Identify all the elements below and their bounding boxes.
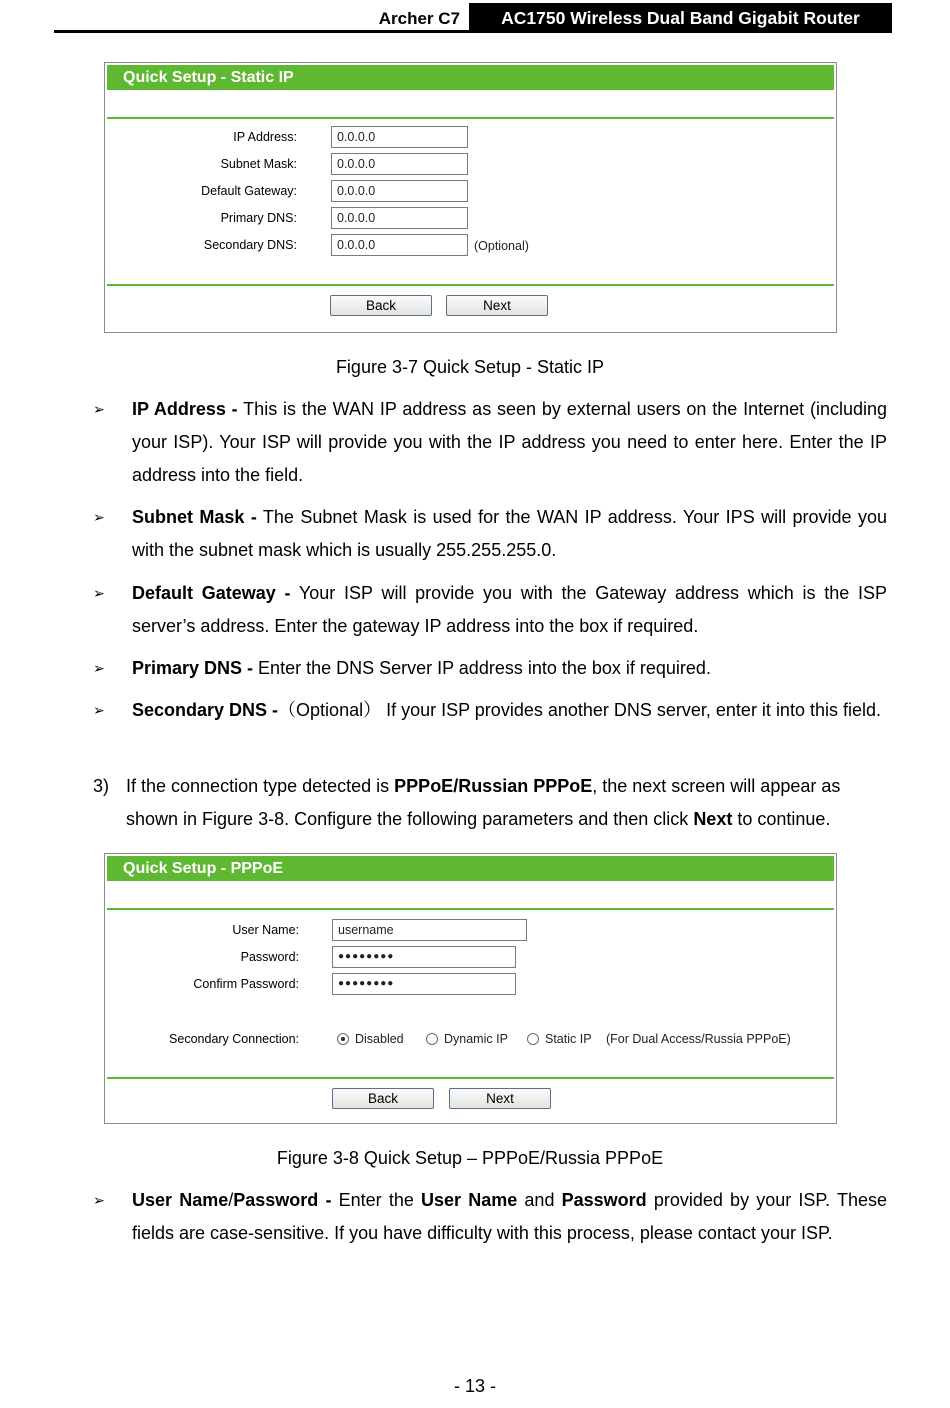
bullet-subnet-mask	[132, 501, 887, 567]
secondary-dns-optional-note: (Optional)	[474, 239, 529, 253]
default-gateway-label: Default Gateway:	[201, 184, 297, 198]
back-button[interactable]: Back	[332, 1088, 434, 1109]
bullet-secondary-dns	[132, 694, 887, 727]
bullet-term: Primary DNS -	[132, 658, 254, 678]
ip-address-label: IP Address:	[233, 130, 297, 144]
bullet-term: User Name	[132, 1190, 229, 1210]
panel-divider	[107, 1077, 834, 1079]
bullet-ip-address	[132, 393, 887, 492]
secondary-connection-label: Secondary Connection:	[169, 1032, 299, 1046]
header-model: Archer C7	[378, 9, 460, 28]
panel-divider	[107, 908, 834, 910]
bullet-user-name-password	[132, 1184, 887, 1250]
panel-divider	[107, 284, 834, 286]
bullet-term: IP Address -	[132, 399, 238, 419]
bullet-primary-dns	[132, 652, 887, 685]
bullet-text: The Subnet Mask is used for the WAN IP address. Your IPS will provide you with the subnet mask which is usually 255.255.255.0.	[132, 507, 887, 560]
default-gateway-input[interactable]: 0.0.0.0	[331, 180, 468, 202]
page-number: - 13 -	[453, 1376, 496, 1396]
bullet-glyph: ➢	[93, 401, 105, 417]
bullet-glyph: ➢	[93, 509, 105, 525]
step-text: If the connection type detected is	[126, 776, 395, 796]
back-button[interactable]: Back	[330, 295, 432, 316]
panel-divider	[107, 117, 834, 119]
step-bold: Next	[693, 809, 733, 829]
radio-label: Disabled	[355, 1032, 404, 1046]
primary-dns-input[interactable]: 0.0.0.0	[331, 207, 468, 229]
primary-dns-label: Primary DNS:	[220, 211, 297, 225]
bullet-text: Your ISP will provide you with the Gateway address which is the ISP server’s address. Enter the gateway IP address into the box if required.	[132, 583, 887, 636]
bullet-glyph: ➢	[93, 660, 105, 676]
secondary-dns-input[interactable]: 0.0.0.0	[331, 234, 468, 256]
radio-selected-icon[interactable]	[337, 1033, 349, 1045]
static-ip-panel-title: Quick Setup - Static IP	[107, 65, 834, 90]
step-text: , the next screen will appear as shown in Figure 3-8. Configure the following parameters and then click	[126, 776, 841, 829]
user-name-input[interactable]: username	[332, 919, 527, 941]
radio-unselected-icon[interactable]	[426, 1033, 438, 1045]
bullet-term: Password -	[233, 1190, 332, 1210]
bullet-term: Secondary DNS -	[132, 700, 279, 720]
bullet-text: provided by your ISP. These fields are case-sensitive. If you have difficulty with this process, please contact your ISP.	[132, 1190, 887, 1243]
bullet-default-gateway	[132, 577, 887, 643]
step-3-paragraph	[126, 770, 892, 836]
radio-label: Dynamic IP	[444, 1032, 508, 1046]
bullet-text: （Optional） If your ISP provides another DNS server, enter it into this field.	[278, 700, 881, 720]
secondary-dns-label: Secondary DNS:	[203, 238, 297, 252]
secondary-connection-note: (For Dual Access/Russia PPPoE)	[606, 1032, 791, 1046]
figure-caption: Figure 3-8 Quick Setup – PPPoE/Russia PPPoE	[276, 1148, 664, 1168]
radio-label: Static IP	[545, 1032, 592, 1046]
radio-option-disabled[interactable]	[337, 1029, 404, 1049]
bullet-text: and	[517, 1190, 562, 1210]
subnet-mask-label: Subnet Mask:	[220, 157, 297, 171]
step-number: 3)	[93, 776, 110, 796]
figure-caption: Figure 3-7 Quick Setup - Static IP	[335, 357, 605, 377]
radio-option-static-ip[interactable]	[527, 1029, 592, 1049]
password-label: Password:	[240, 950, 299, 964]
bullet-text: /	[228, 1190, 234, 1210]
ip-address-input[interactable]: 0.0.0.0	[331, 126, 468, 148]
header-title: AC1750 Wireless Dual Band Gigabit Router	[469, 3, 892, 32]
subnet-mask-input[interactable]: 0.0.0.0	[331, 153, 468, 175]
radio-option-dynamic-ip[interactable]	[426, 1029, 508, 1049]
bullet-text: This is the WAN IP address as seen by external users on the Internet (including your ISP). Your ISP will provide you with the IP address you need to enter here. Enter the IP address into the field.	[132, 399, 887, 485]
bullet-glyph: ➢	[93, 585, 105, 601]
user-name-label: User Name:	[232, 923, 299, 937]
bullet-glyph: ➢	[93, 1192, 105, 1208]
bullet-text: Enter the	[331, 1190, 422, 1210]
bullet-term: Subnet Mask -	[132, 507, 257, 527]
password-input[interactable]: ●●●●●●●●	[332, 946, 516, 968]
static-ip-panel	[104, 62, 837, 333]
header-rule	[54, 30, 892, 33]
bullet-bold: Password	[561, 1190, 647, 1210]
next-button[interactable]: Next	[446, 295, 548, 316]
radio-unselected-icon[interactable]	[527, 1033, 539, 1045]
confirm-password-label: Confirm Password:	[193, 977, 299, 991]
next-button[interactable]: Next	[449, 1088, 551, 1109]
pppoe-panel	[104, 853, 837, 1124]
step-bold: PPPoE/Russian PPPoE	[394, 776, 593, 796]
pppoe-panel-title: Quick Setup - PPPoE	[107, 856, 834, 881]
bullet-term: Default Gateway -	[132, 583, 291, 603]
confirm-password-input[interactable]: ●●●●●●●●	[332, 973, 516, 995]
bullet-bold: User Name	[421, 1190, 518, 1210]
bullet-glyph: ➢	[93, 702, 105, 718]
bullet-text: Enter the DNS Server IP address into the box if required.	[253, 658, 711, 678]
step-text: to continue.	[732, 809, 831, 829]
